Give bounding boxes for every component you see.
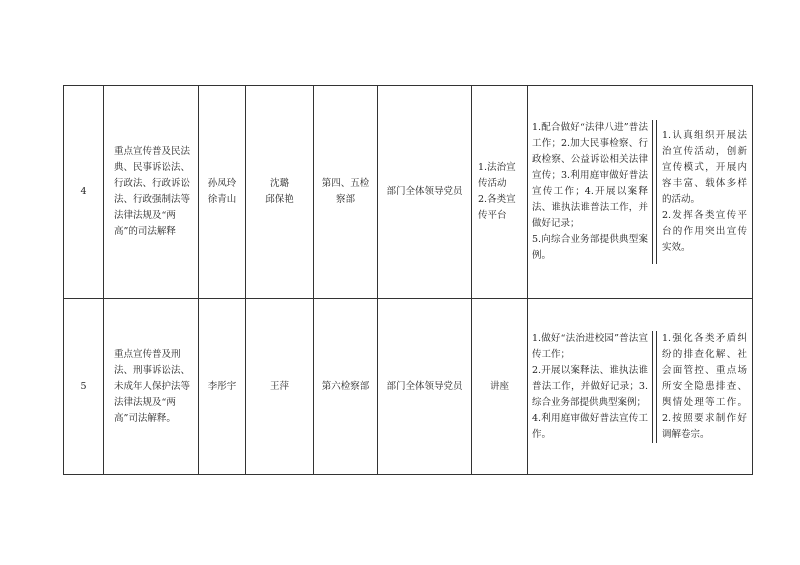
owner-name: 王萍: [269, 380, 289, 392]
form-line: 1.法治宣: [478, 162, 516, 173]
measure-item: 1.做好“法治进校园”普法宣传工作；: [532, 332, 648, 360]
lead-name: 李彤宇: [207, 380, 237, 392]
measure-item: 5.向综合业务部提供典型案例。: [532, 234, 648, 261]
table-row: [64, 86, 753, 299]
target-cell: 部门全体领导党员: [378, 86, 472, 299]
form-line: 2.各类宣: [478, 194, 516, 205]
department-cell: 第四、五检察部: [314, 86, 378, 299]
owner-name: 沈璐: [269, 178, 289, 189]
effect-item: 1.认真组织开展法治宣传活动，创新宣传模式，开展内容丰富、载体多样的活动。: [662, 130, 747, 205]
measure-item: 1.配合做好“法律八进”普法工作；2.加大民事检察、行政检察、公益诉讼相关法律宣传；3.利用庭审做好普法宣传工作；4.开展以案释法、谁执法谁普法工作，并做好记录；: [532, 122, 648, 229]
measure-item: 2.开展以案释法、谁执法谁普法工作，并做好记录；3.综合业务部提供典型案例；: [532, 364, 648, 408]
content-cell: 重点宣传普及刑法、刑事诉讼法、未成年人保护法等法律法规及“两高”司法解释。: [104, 299, 199, 475]
row-number: 4: [64, 86, 104, 299]
measures-text: [528, 331, 653, 443]
effect-item: 1.强化各类矛盾纠纷的排查化解、社会面管控、重点场所安全隐患排查、舆情处理等工作。2.按照要求制作好调解卷宗。: [662, 332, 747, 440]
row-number: 5: [64, 299, 104, 475]
measure-item: 4.利用庭审做好普法宣传工作。: [532, 412, 648, 440]
owner-cell: [246, 86, 314, 299]
owner-cell: [246, 299, 314, 475]
department-cell: 第六检察部: [314, 299, 378, 475]
work-plan-table: [63, 85, 753, 475]
lead-cell: [199, 299, 246, 475]
owner-name: 邱保艳: [265, 194, 294, 205]
measures-effects-cell: [528, 299, 753, 475]
form-cell: [472, 299, 528, 475]
form-line: 讲座: [489, 380, 509, 392]
content-cell: 重点宣传普及民法典、民事诉讼法、行政法、行政诉讼法、行政强制法等法律法规及“两高”的司法解释: [104, 86, 199, 299]
lead-name: 徐青山: [207, 194, 237, 205]
table-row: [64, 299, 753, 475]
measures-text: [528, 120, 653, 264]
measures-effects-cell: [528, 86, 753, 299]
lead-name: 孙凤玲: [207, 178, 237, 189]
effects-text: [656, 120, 752, 264]
target-cell: 部门全体领导党员: [378, 299, 472, 475]
form-line: 传活动: [478, 178, 507, 189]
effect-item: 2.发挥各类宣传平台的作用突出宣传实效。: [662, 210, 747, 253]
lead-cell: [199, 86, 246, 299]
form-line: 传平台: [478, 210, 507, 221]
form-cell: [472, 86, 528, 299]
effects-text: [656, 331, 752, 443]
